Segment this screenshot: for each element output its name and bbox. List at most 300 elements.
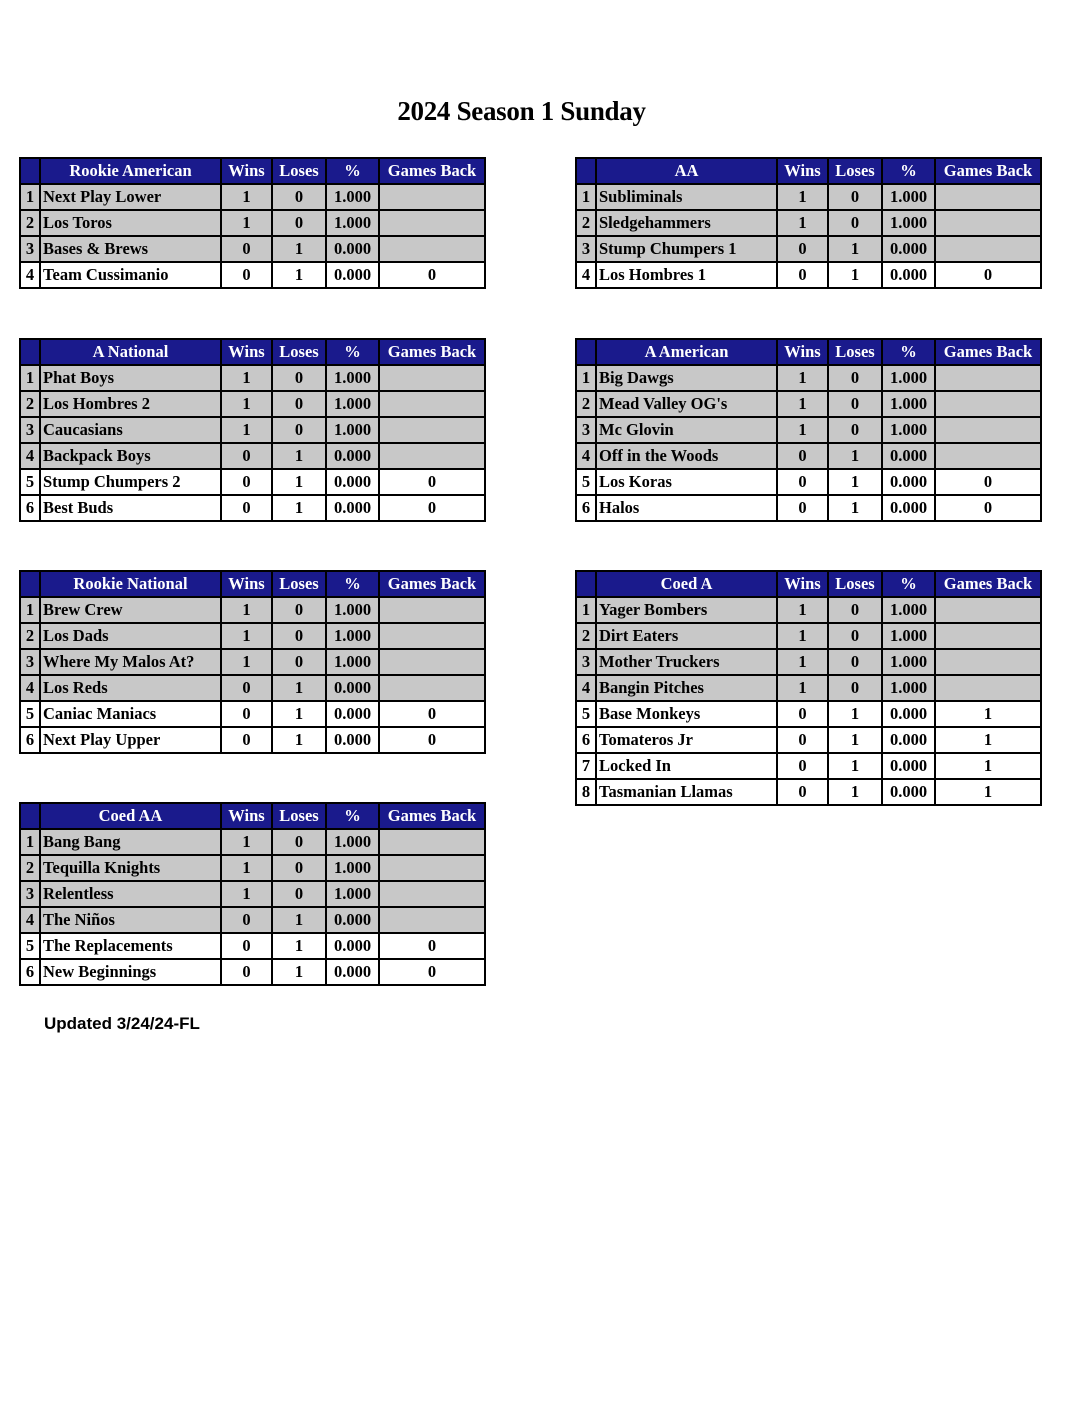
loses-cell: 0 xyxy=(828,649,882,675)
wins-cell: 0 xyxy=(777,727,828,753)
loses-cell: 1 xyxy=(272,469,326,495)
pct-header: % xyxy=(326,803,379,829)
wins-cell: 1 xyxy=(777,391,828,417)
rank-header xyxy=(20,158,40,184)
pct-cell: 0.000 xyxy=(326,675,379,701)
team-name-cell: Subliminals xyxy=(596,184,777,210)
wins-cell: 0 xyxy=(777,262,828,288)
division-name: Rookie American xyxy=(40,158,221,184)
games-back-cell xyxy=(379,391,485,417)
wins-cell: 1 xyxy=(221,184,272,210)
pct-cell: 1.000 xyxy=(326,881,379,907)
games-back-cell: 0 xyxy=(379,701,485,727)
updated-note: Updated 3/24/24-FL xyxy=(44,1014,200,1033)
loses-cell: 0 xyxy=(272,184,326,210)
games-back-cell xyxy=(935,210,1041,236)
rank-cell: 5 xyxy=(20,933,40,959)
team-name-cell: Sledgehammers xyxy=(596,210,777,236)
games-back-cell xyxy=(935,649,1041,675)
pct-header: % xyxy=(882,339,935,365)
wins-cell: 0 xyxy=(221,469,272,495)
rank-cell: 1 xyxy=(576,597,596,623)
table-row xyxy=(20,881,485,907)
header-row xyxy=(20,803,485,829)
table-row xyxy=(20,829,485,855)
loses-cell: 1 xyxy=(272,443,326,469)
rank-cell: 6 xyxy=(576,727,596,753)
rank-cell: 6 xyxy=(20,959,40,985)
standings-table xyxy=(575,570,1042,806)
loses-cell: 0 xyxy=(272,855,326,881)
team-name-cell: Los Hombres 2 xyxy=(40,391,221,417)
table-row xyxy=(576,184,1041,210)
loses-cell: 0 xyxy=(272,623,326,649)
wins-cell: 0 xyxy=(221,701,272,727)
table-row xyxy=(576,675,1041,701)
table-row xyxy=(576,779,1041,805)
loses-header: Loses xyxy=(272,339,326,365)
loses-cell: 1 xyxy=(828,727,882,753)
rank-cell: 4 xyxy=(576,443,596,469)
table-row xyxy=(20,210,485,236)
games-back-cell xyxy=(379,829,485,855)
games-back-cell xyxy=(379,210,485,236)
table-row xyxy=(20,495,485,521)
loses-cell: 1 xyxy=(828,236,882,262)
pct-header: % xyxy=(326,158,379,184)
team-name-cell: Los Koras xyxy=(596,469,777,495)
table-row xyxy=(576,753,1041,779)
table-row xyxy=(20,365,485,391)
rank-header xyxy=(576,571,596,597)
table-row xyxy=(20,417,485,443)
pct-cell: 1.000 xyxy=(326,855,379,881)
pct-cell: 1.000 xyxy=(882,391,935,417)
loses-cell: 0 xyxy=(272,391,326,417)
pct-cell: 0.000 xyxy=(326,495,379,521)
games-back-cell: 0 xyxy=(935,262,1041,288)
team-name-cell: The Replacements xyxy=(40,933,221,959)
division-name: Coed AA xyxy=(40,803,221,829)
team-name-cell: Los Dads xyxy=(40,623,221,649)
loses-header: Loses xyxy=(828,571,882,597)
team-name-cell: Tasmanian Llamas xyxy=(596,779,777,805)
team-name-cell: Locked In xyxy=(596,753,777,779)
pct-header: % xyxy=(882,571,935,597)
team-name-cell: Relentless xyxy=(40,881,221,907)
games-back-cell xyxy=(935,675,1041,701)
wins-cell: 1 xyxy=(777,184,828,210)
table-row xyxy=(576,417,1041,443)
games-back-cell: 1 xyxy=(935,701,1041,727)
loses-cell: 1 xyxy=(828,753,882,779)
games-back-header: Games Back xyxy=(935,339,1041,365)
rank-cell: 6 xyxy=(576,495,596,521)
header-row xyxy=(20,158,485,184)
rank-cell: 6 xyxy=(20,727,40,753)
team-name-cell: Big Dawgs xyxy=(596,365,777,391)
table-row xyxy=(20,907,485,933)
team-name-cell: Brew Crew xyxy=(40,597,221,623)
wins-cell: 0 xyxy=(777,701,828,727)
wins-header: Wins xyxy=(221,803,272,829)
rank-cell: 3 xyxy=(20,236,40,262)
wins-cell: 1 xyxy=(221,829,272,855)
wins-header: Wins xyxy=(777,571,828,597)
games-back-cell xyxy=(379,907,485,933)
rank-header xyxy=(576,158,596,184)
rank-cell: 1 xyxy=(20,829,40,855)
table-row xyxy=(20,649,485,675)
rank-cell: 4 xyxy=(20,907,40,933)
team-name-cell: Stump Chumpers 1 xyxy=(596,236,777,262)
pct-cell: 0.000 xyxy=(326,236,379,262)
table-row xyxy=(20,262,485,288)
games-back-cell: 1 xyxy=(935,727,1041,753)
table-row xyxy=(20,933,485,959)
division-name: Coed A xyxy=(596,571,777,597)
rank-header xyxy=(20,803,40,829)
wins-cell: 1 xyxy=(221,597,272,623)
division-name: AA xyxy=(596,158,777,184)
team-name-cell: Caniac Maniacs xyxy=(40,701,221,727)
table-row xyxy=(20,443,485,469)
rank-cell: 4 xyxy=(20,675,40,701)
wins-cell: 0 xyxy=(777,753,828,779)
rank-cell: 1 xyxy=(20,365,40,391)
wins-cell: 1 xyxy=(221,881,272,907)
games-back-cell xyxy=(379,597,485,623)
table-row xyxy=(576,727,1041,753)
table-row xyxy=(576,649,1041,675)
games-back-cell: 0 xyxy=(935,469,1041,495)
pct-cell: 0.000 xyxy=(882,262,935,288)
pct-cell: 0.000 xyxy=(326,933,379,959)
rank-cell: 2 xyxy=(20,623,40,649)
loses-cell: 0 xyxy=(828,391,882,417)
wins-cell: 0 xyxy=(777,469,828,495)
table-row xyxy=(20,959,485,985)
pct-cell: 1.000 xyxy=(882,184,935,210)
team-name-cell: New Beginnings xyxy=(40,959,221,985)
loses-cell: 0 xyxy=(272,210,326,236)
pct-cell: 0.000 xyxy=(882,443,935,469)
pct-cell: 0.000 xyxy=(882,779,935,805)
pct-cell: 1.000 xyxy=(326,365,379,391)
table-row xyxy=(20,391,485,417)
rank-cell: 3 xyxy=(576,236,596,262)
pct-cell: 0.000 xyxy=(882,727,935,753)
rank-cell: 1 xyxy=(576,365,596,391)
division-name: Rookie National xyxy=(40,571,221,597)
pct-cell: 0.000 xyxy=(326,727,379,753)
team-name-cell: Phat Boys xyxy=(40,365,221,391)
table-row xyxy=(576,391,1041,417)
team-name-cell: Bases & Brews xyxy=(40,236,221,262)
rank-cell: 4 xyxy=(20,262,40,288)
pct-cell: 0.000 xyxy=(326,701,379,727)
loses-cell: 0 xyxy=(272,881,326,907)
games-back-cell xyxy=(935,365,1041,391)
team-name-cell: Tequilla Knights xyxy=(40,855,221,881)
header-row xyxy=(20,339,485,365)
loses-header: Loses xyxy=(828,158,882,184)
pct-cell: 1.000 xyxy=(882,417,935,443)
loses-cell: 1 xyxy=(272,727,326,753)
pct-cell: 0.000 xyxy=(882,701,935,727)
loses-cell: 0 xyxy=(828,210,882,236)
loses-cell: 1 xyxy=(272,701,326,727)
rank-cell: 2 xyxy=(576,210,596,236)
header-row xyxy=(576,158,1041,184)
loses-cell: 1 xyxy=(828,495,882,521)
games-back-cell xyxy=(379,855,485,881)
standings-table xyxy=(575,157,1042,289)
rank-cell: 5 xyxy=(576,701,596,727)
table-row xyxy=(576,495,1041,521)
rank-cell: 5 xyxy=(576,469,596,495)
header-row xyxy=(576,339,1041,365)
loses-cell: 1 xyxy=(828,443,882,469)
table-row xyxy=(576,623,1041,649)
wins-cell: 0 xyxy=(221,236,272,262)
loses-cell: 1 xyxy=(272,675,326,701)
team-name-cell: Off in the Woods xyxy=(596,443,777,469)
loses-cell: 0 xyxy=(272,365,326,391)
pct-cell: 0.000 xyxy=(326,443,379,469)
pct-cell: 0.000 xyxy=(882,469,935,495)
games-back-cell xyxy=(379,649,485,675)
team-name-cell: Los Hombres 1 xyxy=(596,262,777,288)
wins-cell: 0 xyxy=(221,959,272,985)
pct-cell: 0.000 xyxy=(326,262,379,288)
pct-cell: 0.000 xyxy=(326,469,379,495)
wins-header: Wins xyxy=(777,339,828,365)
team-name-cell: Bangin Pitches xyxy=(596,675,777,701)
table-row xyxy=(20,236,485,262)
games-back-cell xyxy=(935,443,1041,469)
team-name-cell: Stump Chumpers 2 xyxy=(40,469,221,495)
pct-cell: 1.000 xyxy=(882,649,935,675)
wins-header: Wins xyxy=(221,339,272,365)
pct-cell: 1.000 xyxy=(326,391,379,417)
loses-cell: 0 xyxy=(828,365,882,391)
team-name-cell: Next Play Lower xyxy=(40,184,221,210)
games-back-header: Games Back xyxy=(379,571,485,597)
wins-cell: 1 xyxy=(221,417,272,443)
table-row xyxy=(20,469,485,495)
pct-cell: 1.000 xyxy=(326,649,379,675)
rank-cell: 4 xyxy=(576,675,596,701)
rank-header xyxy=(20,339,40,365)
loses-cell: 1 xyxy=(272,236,326,262)
games-back-cell xyxy=(935,236,1041,262)
table-row xyxy=(20,701,485,727)
games-back-cell xyxy=(935,184,1041,210)
wins-header: Wins xyxy=(777,158,828,184)
wins-cell: 1 xyxy=(221,855,272,881)
pct-cell: 1.000 xyxy=(326,184,379,210)
loses-cell: 1 xyxy=(272,907,326,933)
table-row xyxy=(20,727,485,753)
pct-cell: 1.000 xyxy=(882,597,935,623)
loses-cell: 0 xyxy=(828,675,882,701)
standings-table xyxy=(19,570,486,754)
loses-cell: 0 xyxy=(272,417,326,443)
games-back-cell xyxy=(935,623,1041,649)
team-name-cell: Tomateros Jr xyxy=(596,727,777,753)
loses-cell: 1 xyxy=(272,495,326,521)
rank-cell: 2 xyxy=(576,391,596,417)
loses-cell: 0 xyxy=(828,184,882,210)
loses-cell: 0 xyxy=(828,597,882,623)
loses-cell: 1 xyxy=(828,779,882,805)
rank-cell: 4 xyxy=(576,262,596,288)
wins-cell: 1 xyxy=(777,417,828,443)
table-row xyxy=(576,597,1041,623)
rank-cell: 5 xyxy=(20,701,40,727)
wins-cell: 1 xyxy=(777,210,828,236)
pct-cell: 1.000 xyxy=(326,210,379,236)
rank-cell: 6 xyxy=(20,495,40,521)
rank-cell: 3 xyxy=(20,417,40,443)
games-back-cell xyxy=(379,881,485,907)
table-row xyxy=(20,623,485,649)
loses-cell: 0 xyxy=(272,649,326,675)
wins-cell: 0 xyxy=(221,495,272,521)
rank-header xyxy=(576,339,596,365)
loses-header: Loses xyxy=(828,339,882,365)
rank-cell: 8 xyxy=(576,779,596,805)
wins-header: Wins xyxy=(221,571,272,597)
standings-table xyxy=(19,802,486,986)
pct-cell: 0.000 xyxy=(882,753,935,779)
loses-cell: 0 xyxy=(272,597,326,623)
rank-cell: 1 xyxy=(20,597,40,623)
wins-cell: 0 xyxy=(221,907,272,933)
rank-cell: 1 xyxy=(576,184,596,210)
team-name-cell: Los Reds xyxy=(40,675,221,701)
loses-header: Loses xyxy=(272,571,326,597)
games-back-header: Games Back xyxy=(379,158,485,184)
table-row xyxy=(576,365,1041,391)
games-back-cell xyxy=(379,675,485,701)
wins-cell: 0 xyxy=(777,495,828,521)
games-back-cell: 1 xyxy=(935,779,1041,805)
rank-cell: 3 xyxy=(576,417,596,443)
pct-cell: 1.000 xyxy=(882,210,935,236)
loses-cell: 1 xyxy=(272,959,326,985)
games-back-cell xyxy=(935,417,1041,443)
games-back-cell: 0 xyxy=(379,959,485,985)
wins-cell: 1 xyxy=(221,210,272,236)
team-name-cell: The Niños xyxy=(40,907,221,933)
wins-cell: 0 xyxy=(221,262,272,288)
standings-table xyxy=(19,338,486,522)
team-name-cell: Caucasians xyxy=(40,417,221,443)
team-name-cell: Where My Malos At? xyxy=(40,649,221,675)
loses-header: Loses xyxy=(272,803,326,829)
games-back-cell xyxy=(935,391,1041,417)
division-name: A American xyxy=(596,339,777,365)
pct-header: % xyxy=(326,571,379,597)
team-name-cell: Yager Bombers xyxy=(596,597,777,623)
wins-cell: 0 xyxy=(777,236,828,262)
games-back-cell xyxy=(379,184,485,210)
table-row xyxy=(576,443,1041,469)
games-back-header: Games Back xyxy=(379,803,485,829)
loses-cell: 1 xyxy=(272,262,326,288)
pct-cell: 1.000 xyxy=(326,417,379,443)
loses-cell: 0 xyxy=(828,417,882,443)
rank-cell: 3 xyxy=(20,649,40,675)
team-name-cell: Backpack Boys xyxy=(40,443,221,469)
team-name-cell: Mother Truckers xyxy=(596,649,777,675)
pct-cell: 1.000 xyxy=(882,623,935,649)
rank-cell: 3 xyxy=(20,881,40,907)
table-row xyxy=(20,184,485,210)
loses-cell: 1 xyxy=(828,469,882,495)
pct-cell: 1.000 xyxy=(882,675,935,701)
rank-cell: 3 xyxy=(576,649,596,675)
wins-cell: 0 xyxy=(221,443,272,469)
rank-cell: 1 xyxy=(20,184,40,210)
games-back-cell xyxy=(379,365,485,391)
pct-cell: 1.000 xyxy=(326,623,379,649)
division-name: A National xyxy=(40,339,221,365)
wins-cell: 1 xyxy=(221,649,272,675)
team-name-cell: Team Cussimanio xyxy=(40,262,221,288)
team-name-cell: Base Monkeys xyxy=(596,701,777,727)
games-back-cell xyxy=(379,417,485,443)
rank-cell: 4 xyxy=(20,443,40,469)
rank-cell: 7 xyxy=(576,753,596,779)
standings-table xyxy=(575,338,1042,522)
team-name-cell: Next Play Upper xyxy=(40,727,221,753)
games-back-header: Games Back xyxy=(935,571,1041,597)
rank-cell: 2 xyxy=(576,623,596,649)
loses-header: Loses xyxy=(272,158,326,184)
wins-cell: 1 xyxy=(777,365,828,391)
loses-cell: 0 xyxy=(272,829,326,855)
page-title: 2024 Season 1 Sunday xyxy=(397,96,646,126)
wins-cell: 0 xyxy=(221,933,272,959)
games-back-cell: 0 xyxy=(379,933,485,959)
games-back-cell: 0 xyxy=(379,262,485,288)
wins-header: Wins xyxy=(221,158,272,184)
loses-cell: 1 xyxy=(828,701,882,727)
header-row xyxy=(576,571,1041,597)
table-row xyxy=(576,262,1041,288)
games-back-cell xyxy=(379,236,485,262)
loses-cell: 0 xyxy=(828,623,882,649)
team-name-cell: Mc Glovin xyxy=(596,417,777,443)
loses-cell: 1 xyxy=(828,262,882,288)
wins-cell: 1 xyxy=(777,649,828,675)
rank-cell: 5 xyxy=(20,469,40,495)
rank-cell: 2 xyxy=(20,855,40,881)
table-row xyxy=(576,701,1041,727)
table-row xyxy=(576,236,1041,262)
table-row xyxy=(20,675,485,701)
pct-header: % xyxy=(326,339,379,365)
wins-cell: 1 xyxy=(221,365,272,391)
header-row xyxy=(20,571,485,597)
wins-cell: 0 xyxy=(221,675,272,701)
games-back-cell xyxy=(379,623,485,649)
pct-cell: 1.000 xyxy=(882,365,935,391)
games-back-cell: 1 xyxy=(935,753,1041,779)
